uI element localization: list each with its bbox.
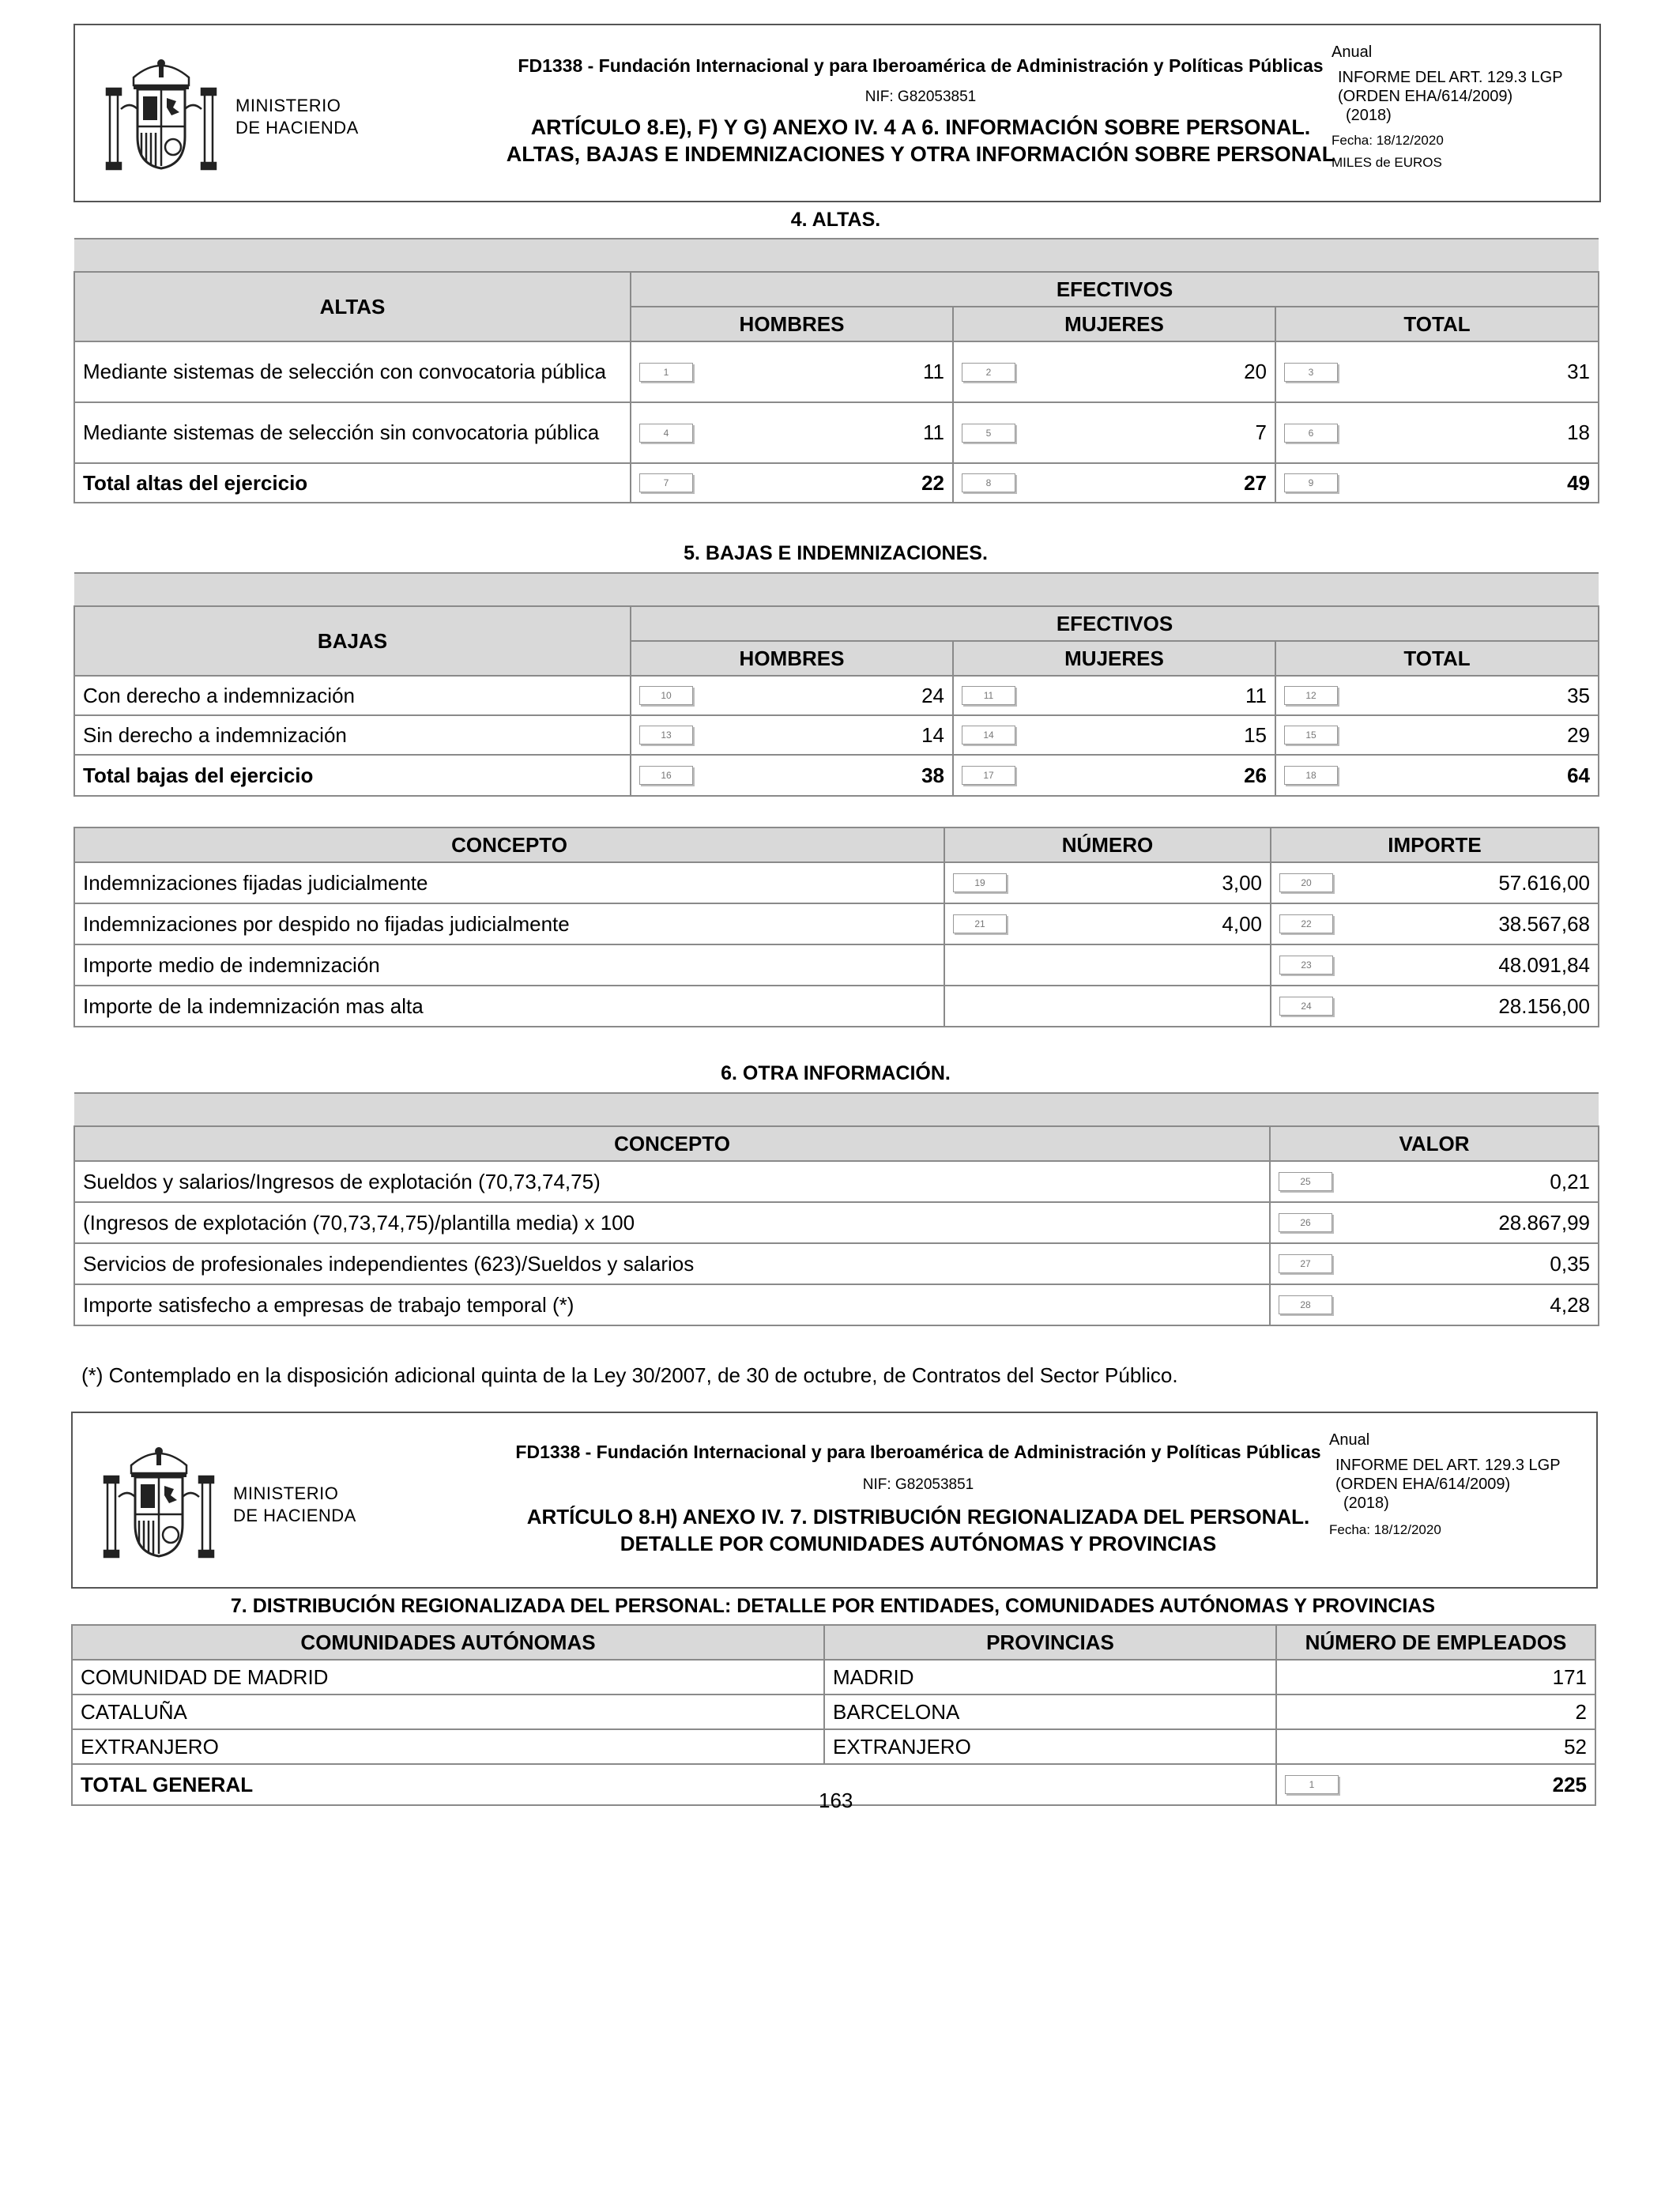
hombres-header: HOMBRES bbox=[631, 307, 953, 341]
period: Anual bbox=[1332, 43, 1373, 61]
bajas-table bbox=[73, 572, 1599, 797]
report-meta bbox=[1329, 1431, 1590, 1540]
field-code-box: 5 bbox=[962, 424, 1015, 443]
field-code-box: 4 bbox=[639, 424, 693, 443]
report-date: Fecha: 18/12/2020 bbox=[1332, 133, 1444, 148]
field-code-box: 25 bbox=[1279, 1172, 1332, 1191]
empleados-cell: 171 bbox=[1276, 1660, 1595, 1695]
hombres-cell bbox=[631, 676, 953, 715]
report-title-line1: ARTÍCULO 8.H) ANEXO IV. 7. DISTRIBUCIÓN REGIONALIZADA DEL PERSONAL. bbox=[526, 1505, 1310, 1529]
table-row bbox=[74, 1243, 1599, 1284]
provincia-cell: BARCELONA bbox=[824, 1695, 1276, 1729]
report-header bbox=[73, 24, 1601, 202]
valor-cell bbox=[1270, 1284, 1599, 1325]
mujeres-cell bbox=[953, 715, 1275, 755]
ministry-line2: DE HACIENDA bbox=[233, 1506, 356, 1525]
total-cell bbox=[1276, 1764, 1595, 1805]
table-row bbox=[72, 1695, 1595, 1729]
row-label: Mediante sistemas de selección con convocatoria pública bbox=[74, 341, 631, 402]
report-title bbox=[446, 114, 1395, 168]
field-code-box: 11 bbox=[962, 686, 1015, 705]
mujeres-value: 20 bbox=[1244, 360, 1267, 383]
field-code-box: 27 bbox=[1279, 1254, 1332, 1273]
total-cell bbox=[1275, 402, 1599, 463]
hombres-value: 11 bbox=[923, 360, 944, 383]
row-label: Indemnizaciones fijadas judicialmente bbox=[74, 862, 944, 903]
numero-cell-empty bbox=[944, 986, 1271, 1027]
total-cell bbox=[1275, 676, 1599, 715]
field-code-box: 19 bbox=[953, 873, 1007, 892]
report-title bbox=[444, 1503, 1392, 1557]
provincias-header: PROVINCIAS bbox=[824, 1625, 1276, 1660]
concepto-header: CONCEPTO bbox=[74, 1126, 1270, 1161]
total-label: TOTAL GENERAL bbox=[72, 1764, 1276, 1805]
coat-of-arms-logo bbox=[100, 1442, 218, 1562]
mujeres-cell bbox=[953, 341, 1275, 402]
altas-table bbox=[73, 238, 1599, 503]
importe-cell bbox=[1271, 944, 1599, 986]
period: Anual bbox=[1329, 1431, 1370, 1449]
valor-header: VALOR bbox=[1270, 1126, 1599, 1161]
empleados-cell: 52 bbox=[1276, 1729, 1595, 1764]
regional-table bbox=[71, 1624, 1596, 1806]
report-header-2 bbox=[71, 1412, 1598, 1589]
organization-name: FD1338 - Fundación Internacional y para Iberoamérica de Administración y Políticas Públicas bbox=[515, 1442, 1321, 1462]
row-label: Indemnizaciones por despido no fijadas judicialmente bbox=[74, 903, 944, 944]
coat-of-arms-logo bbox=[102, 54, 220, 174]
total-value: 29 bbox=[1567, 722, 1590, 747]
hombres-cell bbox=[631, 463, 953, 503]
mujeres-value: 15 bbox=[1244, 722, 1267, 747]
row-label: (Ingresos de explotación (70,73,74,75)/plantilla media) x 100 bbox=[74, 1202, 1270, 1243]
hombres-cell bbox=[631, 715, 953, 755]
ministry-line1: MINISTERIO bbox=[235, 96, 341, 115]
valor-value: 28.867,99 bbox=[1498, 1210, 1590, 1235]
table-row bbox=[74, 862, 1599, 903]
numero-cell bbox=[944, 862, 1271, 903]
ministry-name bbox=[233, 1483, 356, 1527]
total-value: 225 bbox=[1552, 1772, 1587, 1796]
empleados-header: NÚMERO DE EMPLEADOS bbox=[1276, 1625, 1595, 1660]
efectivos-header: EFECTIVOS bbox=[631, 272, 1599, 307]
hombres-cell bbox=[631, 402, 953, 463]
field-code-box: 22 bbox=[1279, 914, 1333, 933]
field-code-box: 2 bbox=[962, 363, 1015, 382]
hombres-value: 14 bbox=[921, 722, 944, 747]
provincia-cell: EXTRANJERO bbox=[824, 1729, 1276, 1764]
total-cell bbox=[1275, 755, 1599, 796]
mujeres-cell bbox=[953, 676, 1275, 715]
field-code-box: 13 bbox=[639, 726, 693, 745]
hombres-cell bbox=[631, 341, 953, 402]
bajas-col-header: BAJAS bbox=[74, 606, 631, 676]
mujeres-cell bbox=[953, 402, 1275, 463]
total-value: 35 bbox=[1567, 683, 1590, 707]
field-code-box: 12 bbox=[1284, 686, 1338, 705]
numero-value: 4,00 bbox=[1222, 911, 1262, 936]
valor-value: 4,28 bbox=[1550, 1292, 1590, 1317]
table-row bbox=[74, 402, 1599, 463]
ministry-line2: DE HACIENDA bbox=[235, 118, 359, 138]
table-row bbox=[74, 341, 1599, 402]
table-band bbox=[74, 573, 1599, 606]
report-ref-line3: (2018) bbox=[1343, 1495, 1389, 1512]
row-label: Importe de la indemnización mas alta bbox=[74, 986, 944, 1027]
table-row bbox=[74, 1284, 1599, 1325]
report-title-line2: ALTAS, BAJAS E INDEMNIZACIONES Y OTRA INFORMACIÓN SOBRE PERSONAL bbox=[506, 142, 1335, 166]
valor-cell bbox=[1270, 1243, 1599, 1284]
importe-cell bbox=[1271, 903, 1599, 944]
field-code-box: 10 bbox=[639, 686, 693, 705]
total-header: TOTAL bbox=[1275, 641, 1599, 676]
altas-section-title: 4. ALTAS. bbox=[790, 209, 881, 231]
total-value: 49 bbox=[1567, 470, 1590, 495]
valor-cell bbox=[1270, 1202, 1599, 1243]
total-cell bbox=[1275, 715, 1599, 755]
report-title-line1: ARTÍCULO 8.E), F) Y G) ANEXO IV. 4 A 6. INFORMACIÓN SOBRE PERSONAL. bbox=[530, 115, 1311, 139]
mujeres-value: 7 bbox=[1255, 420, 1267, 444]
row-label: Con derecho a indemnización bbox=[74, 676, 631, 715]
table-row bbox=[72, 1660, 1595, 1695]
report-units: MILES de EUROS bbox=[1332, 155, 1442, 170]
table-row bbox=[74, 1202, 1599, 1243]
concepto-header: CONCEPTO bbox=[74, 827, 944, 862]
report-meta bbox=[1332, 43, 1592, 172]
numero-header: NÚMERO bbox=[944, 827, 1271, 862]
report-ref-line2: (ORDEN EHA/614/2009) bbox=[1338, 88, 1513, 105]
total-value: 31 bbox=[1567, 360, 1590, 383]
valor-value: 0,35 bbox=[1550, 1251, 1590, 1276]
row-label: Sin derecho a indemnización bbox=[74, 715, 631, 755]
ministry-name bbox=[235, 95, 359, 139]
mujeres-value: 27 bbox=[1244, 470, 1267, 495]
table-row bbox=[74, 944, 1599, 986]
total-row bbox=[74, 755, 1599, 796]
organization-name: FD1338 - Fundación Internacional y para Iberoamérica de Administración y Políticas Públicas bbox=[518, 55, 1324, 76]
row-label: Total altas del ejercicio bbox=[74, 463, 631, 503]
row-label: Total bajas del ejercicio bbox=[74, 755, 631, 796]
hombres-cell bbox=[631, 755, 953, 796]
table-row bbox=[74, 986, 1599, 1027]
field-code-box: 28 bbox=[1279, 1295, 1332, 1314]
total-cell bbox=[1275, 341, 1599, 402]
comunidad-cell: CATALUÑA bbox=[72, 1695, 824, 1729]
field-code-box: 15 bbox=[1284, 726, 1338, 745]
row-label: Sueldos y salarios/Ingresos de explotación (70,73,74,75) bbox=[74, 1161, 1270, 1202]
ministry-line1: MINISTERIO bbox=[233, 1483, 339, 1503]
mujeres-value: 26 bbox=[1244, 763, 1267, 787]
field-code-box: 20 bbox=[1279, 873, 1333, 892]
report-ref-line2: (ORDEN EHA/614/2009) bbox=[1335, 1476, 1511, 1493]
mujeres-value: 11 bbox=[1245, 683, 1267, 707]
field-code-box: 26 bbox=[1279, 1213, 1332, 1232]
comunidad-cell: COMUNIDAD DE MADRID bbox=[72, 1660, 824, 1695]
valor-cell bbox=[1270, 1161, 1599, 1202]
nif: NIF: G82053851 bbox=[862, 1476, 974, 1493]
nif: NIF: G82053851 bbox=[864, 89, 977, 105]
field-code-box: 23 bbox=[1279, 956, 1333, 974]
report-ref-line3: (2018) bbox=[1346, 107, 1392, 124]
importe-cell bbox=[1271, 862, 1599, 903]
importe-value: 48.091,84 bbox=[1498, 952, 1590, 977]
indemnizaciones-table bbox=[73, 827, 1599, 1027]
bajas-section-title: 5. BAJAS E INDEMNIZACIONES. bbox=[684, 542, 988, 564]
regional-section-title: 7. DISTRIBUCIÓN REGIONALIZADA DEL PERSONAL: DETALLE POR ENTIDADES, COMUNIDADES AUTÓNOMAS Y PROVINCIAS bbox=[230, 1595, 1436, 1617]
mujeres-cell bbox=[953, 463, 1275, 503]
row-label: Servicios de profesionales independientes (623)/Sueldos y salarios bbox=[74, 1243, 1270, 1284]
field-code-box: 8 bbox=[962, 473, 1015, 492]
field-code-box: 6 bbox=[1284, 424, 1338, 443]
efectivos-header: EFECTIVOS bbox=[631, 606, 1599, 641]
otra-informacion-table bbox=[73, 1092, 1599, 1326]
footnote: (*) Contemplado en la disposición adicional quinta de la Ley 30/2007, de 30 de octubre, de Contratos del Sector Público. bbox=[81, 1363, 1178, 1387]
total-value: 18 bbox=[1567, 420, 1590, 444]
table-row bbox=[74, 676, 1599, 715]
field-code-box: 14 bbox=[962, 726, 1015, 745]
otra-section-title: 6. OTRA INFORMACIÓN. bbox=[721, 1062, 951, 1084]
importe-value: 28.156,00 bbox=[1498, 993, 1590, 1018]
field-code-box: 7 bbox=[639, 473, 693, 492]
empleados-cell: 2 bbox=[1276, 1695, 1595, 1729]
field-code-box: 17 bbox=[962, 766, 1015, 785]
numero-cell-empty bbox=[944, 944, 1271, 986]
comunidades-header: COMUNIDADES AUTÓNOMAS bbox=[72, 1625, 824, 1660]
table-band bbox=[74, 239, 1599, 272]
hombres-value: 38 bbox=[921, 763, 944, 787]
valor-value: 0,21 bbox=[1550, 1169, 1590, 1193]
comunidad-cell: EXTRANJERO bbox=[72, 1729, 824, 1764]
row-label: Importe medio de indemnización bbox=[74, 944, 944, 986]
table-row bbox=[72, 1729, 1595, 1764]
report-date: Fecha: 18/12/2020 bbox=[1329, 1522, 1441, 1537]
field-code-box: 1 bbox=[639, 363, 693, 382]
altas-col-header: ALTAS bbox=[74, 272, 631, 341]
importe-value: 57.616,00 bbox=[1498, 870, 1590, 895]
total-cell bbox=[1275, 463, 1599, 503]
numero-cell bbox=[944, 903, 1271, 944]
mujeres-cell bbox=[953, 755, 1275, 796]
mujeres-header: MUJERES bbox=[953, 641, 1275, 676]
mujeres-header: MUJERES bbox=[953, 307, 1275, 341]
row-label: Importe satisfecho a empresas de trabajo temporal (*) bbox=[74, 1284, 1270, 1325]
importe-value: 38.567,68 bbox=[1498, 911, 1590, 936]
provincia-cell: MADRID bbox=[824, 1660, 1276, 1695]
field-code-box: 16 bbox=[639, 766, 693, 785]
field-code-box: 24 bbox=[1279, 997, 1333, 1016]
field-code-box: 18 bbox=[1284, 766, 1338, 785]
total-row bbox=[74, 463, 1599, 503]
total-value: 64 bbox=[1567, 763, 1590, 787]
report-ref-line1: INFORME DEL ART. 129.3 LGP bbox=[1338, 69, 1563, 86]
importe-header: IMPORTE bbox=[1271, 827, 1599, 862]
report-ref-line1: INFORME DEL ART. 129.3 LGP bbox=[1335, 1457, 1561, 1474]
row-label: Mediante sistemas de selección sin convocatoria pública bbox=[74, 402, 631, 463]
field-code-box: 21 bbox=[953, 914, 1007, 933]
table-row bbox=[74, 903, 1599, 944]
field-code-box: 1 bbox=[1285, 1775, 1339, 1794]
table-band bbox=[74, 1093, 1599, 1126]
hombres-value: 22 bbox=[921, 470, 944, 495]
report-title-line2: DETALLE POR COMUNIDADES AUTÓNOMAS Y PROVINCIAS bbox=[620, 1532, 1217, 1555]
hombres-value: 11 bbox=[923, 420, 944, 444]
numero-value: 3,00 bbox=[1222, 870, 1262, 895]
total-header: TOTAL bbox=[1275, 307, 1599, 341]
hombres-value: 24 bbox=[921, 683, 944, 707]
field-code-box: 9 bbox=[1284, 473, 1338, 492]
page-number: 163 bbox=[819, 1789, 853, 1812]
table-row bbox=[74, 715, 1599, 755]
field-code-box: 3 bbox=[1284, 363, 1338, 382]
table-row bbox=[74, 1161, 1599, 1202]
importe-cell bbox=[1271, 986, 1599, 1027]
hombres-header: HOMBRES bbox=[631, 641, 953, 676]
